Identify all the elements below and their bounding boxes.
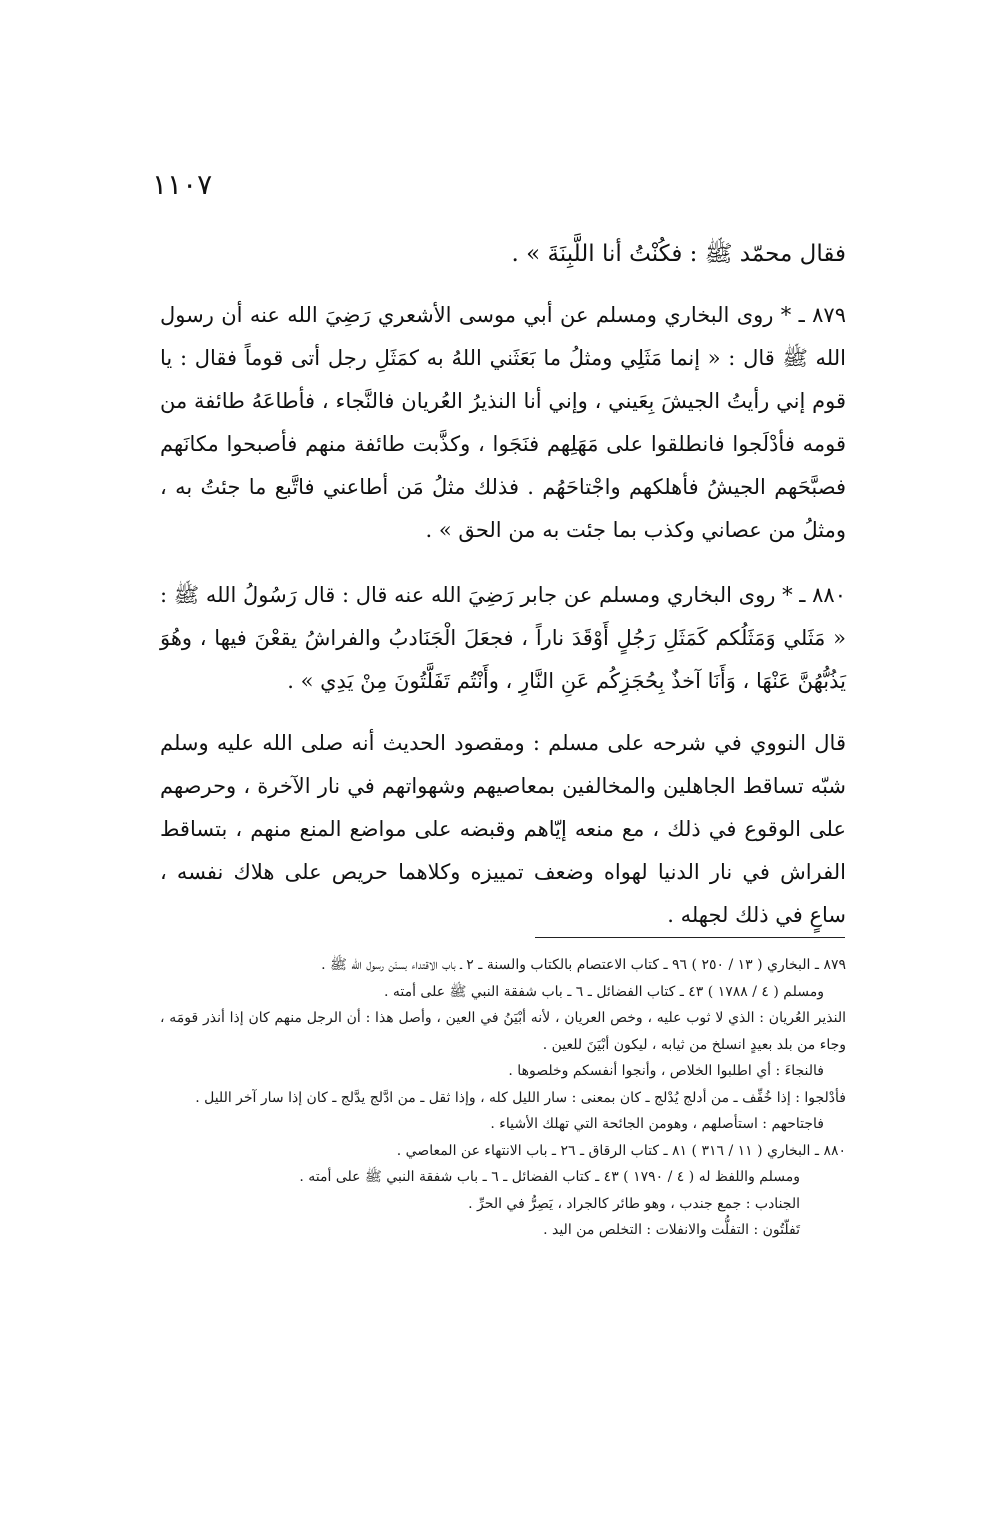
nawawi-commentary-paragraph: قال النووي في شرحه على مسلم : ومقصود الحديث أنه صلى الله عليه وسلم شبّه تساقط الجاهلين والمخالفين بمعاصيهم وشهواتهم في نار الآخرة ، وحرصهم على الوقوع في ذلك ، مع منعه إيّاهم وقبضه على مواضع المنع منهم ، بتساقط الفراش في نار الدنيا لهواه وضعف تمييزه وكلاهما حريص على هلاك نفسه ، ساعٍ في ذلك لجهله . — [160, 731, 846, 927]
footnote-gloss-nadhir: النذير العُريان : الذي لا ثوب عليه ، وخص العريان ، لأنه أبْيَنُ في العين ، وأصل هذا : أن الرجل منهم كان إذا أنذر قومَه ، وجاء من بلد بعيدٍ انسلخ من ثيابه ، ليكون أبْيَنَ للعين . — [160, 1010, 846, 1053]
footnote-880-source: ٨٨٠ ـ البخاري ( ١١ / ٣١٦ ) ٨١ ـ كتاب الرقاق ـ ٢٦ ـ باب الانتهاء عن المعاصي . — [396, 1142, 846, 1159]
footnote-gloss-adlaju: فأدْلجوا : إذا خُفِّف ـ من أدلج يُدْلج ـ كان بمعنى : سار الليل كله ، وإذا ثقل ـ من ادَّلج يدَّلج ـ كان إذا سار آخر الليل . — [195, 1089, 846, 1106]
footnote-gloss-janadib: الجنادب : جمع جندب ، وهو طائر كالجراد ، يَصِرُّ في الحرِّ . — [468, 1195, 800, 1212]
footnotes — [160, 952, 846, 1244]
hadith-880-paragraph: ٨٨٠ ـ * روى البخاري ومسلم عن جابر رَضِيَ الله عنه قال : قال رَسُولُ الله ﷺ : « مَثَلي وَمَثَلُكم كَمَثَلِ رَجُلٍ أَوْقَدَ ناراً ، فجعَلَ الْجَنَادبُ والفراشُ يقعْنَ فيها ، وهُوَ يَذُبُّهُنَّ عَنْهَا ، وَأَنَا آخذٌ بِحُجَزِكُم عَنِ النَّارِ ، وأَنْتُم تَفَلَّتُونَ مِنْ يَدِي » . — [160, 583, 846, 693]
footnote-879-muslim: ومسلم ( ٤ / ١٧٨٨ ) ٤٣ ـ كتاب الفضائل ـ ٦ ـ باب شفقة النبي ﷺ على أمته . — [383, 983, 824, 1000]
footnote-880-muslim: ومسلم واللفظ له ( ٤ / ١٧٩٠ ) ٤٣ ـ كتاب الفضائل ـ ٦ ـ باب شفقة النبي ﷺ على أمته . — [299, 1169, 800, 1185]
footnote-gloss-najaa: فالنجاءَ : أي اطلبوا الخلاص ، وأنجوا أنفسكم وخلصوها . — [508, 1063, 824, 1079]
footnote-gloss-tafallutun: تَفلّتُون : التفلُّت والانفلات : التخلص من اليد . — [543, 1222, 800, 1238]
footnote-879-source: ٨٧٩ ـ البخاري ( ١٣ / ٢٥٠ ) ٩٦ ـ كتاب الاعتصام بالكتاب والسنة ـ ٢ ـ باب الاقتداء بسنَن رسول الله ﷺ . — [321, 957, 846, 973]
footnote-divider — [535, 937, 845, 938]
footnote-gloss-ijtaha: فاجتاحهم : استأصلهم ، وهومن الجائحة التي تهلك الأشياء . — [490, 1116, 824, 1132]
intro-paragraph: فقال محمّد ﷺ : فكُنْتُ أنا اللَّبِنَةَ » . — [511, 241, 846, 267]
hadith-879-paragraph: ٨٧٩ ـ * روى البخاري ومسلم عن أبي موسى الأشعري رَضِيَ الله عنه أن رسول الله ﷺ قال : « إنما مَثَلِي ومثلُ ما بَعَثَني اللهُ به كمَثَلِ رجل أتى قوماً فقال : يا قوم إني رأيتُ الجيشَ بِعَيني ، وإني أنا النذيرُ العُريان فالنَّجاء ، فأطاعَهُ طائفة من قومه فأدْلَجوا فانطلقوا على مَهَلِهم فنَجَوا ، وكذَّبت طائفة منهم فأصبحوا مكانَهم فصبَّحَهم الجيشُ فأهلكهم واجْتاحَهُم . فذلك مثلُ مَن أطاعني فاتَّبع ما جئتُ به ، ومثلُ من عصاني وكذب بما جئت به من الحق » . — [160, 303, 846, 542]
page-number: ١١٠٧ — [152, 168, 213, 201]
